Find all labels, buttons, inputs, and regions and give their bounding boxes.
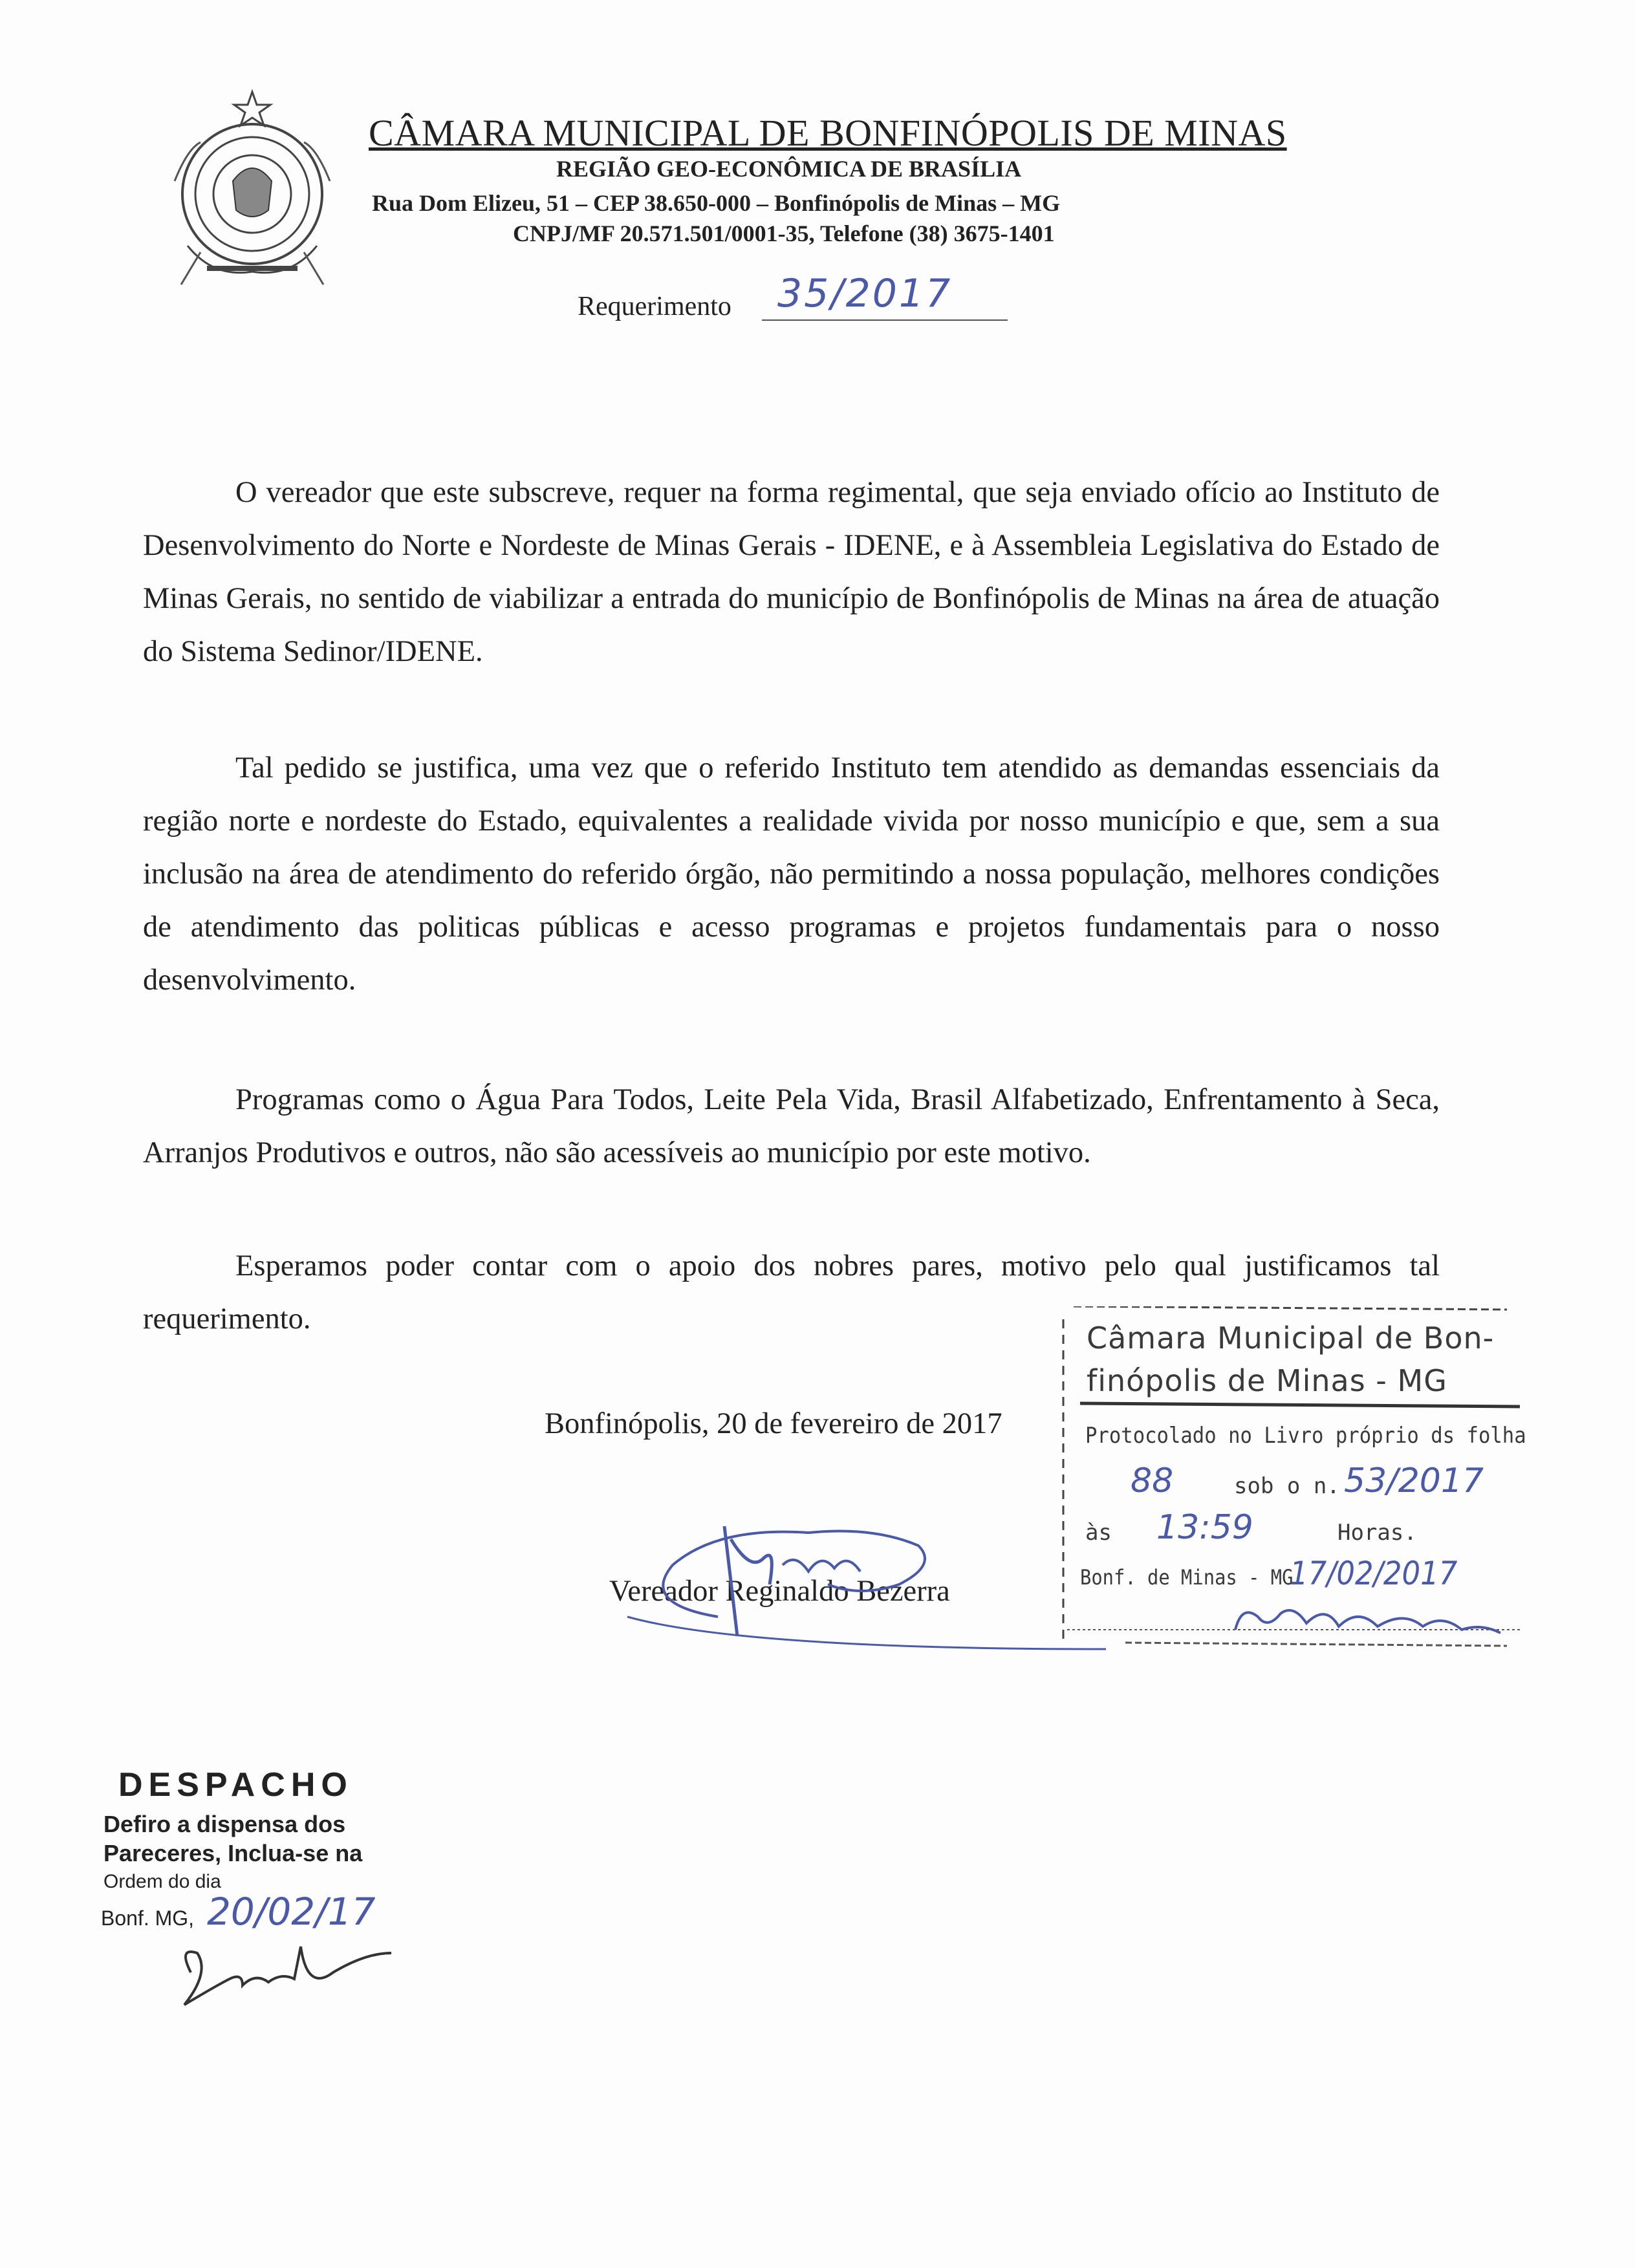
- stamp-council-line1: Câmara Municipal de Bon-: [1087, 1321, 1495, 1355]
- requerimento-number-handwritten: 35/2017: [777, 271, 953, 316]
- stamp-time-handwritten: 13:59: [1156, 1508, 1253, 1547]
- despacho-line1: Defiro a dispensa dos: [103, 1811, 346, 1837]
- stamp-date-line: [1080, 1555, 1458, 1592]
- closing-date: Bonfinópolis, 20 de fevereiro de 2017: [545, 1407, 1002, 1440]
- region-subtitle: REGIÃO GEO-ECONÔMICA DE BRASÍLIA: [556, 156, 1022, 182]
- municipal-seal-icon: [162, 84, 362, 291]
- despacho-signature-scribble-icon: [171, 1934, 398, 2018]
- stamp-council-line2: finópolis de Minas - MG: [1087, 1363, 1447, 1398]
- stamp-time-line: [1085, 1508, 1417, 1547]
- council-address: Rua Dom Elizeu, 51 – CEP 38.650-000 – Bonfinópolis de Minas – MG: [372, 190, 1061, 216]
- signature-scribble-icon: [614, 1487, 1106, 1662]
- council-name-title: CÂMARA MUNICIPAL DE BONFINÓPOLIS DE MINAS: [369, 112, 1287, 154]
- despacho-title: DESPACHO: [118, 1766, 353, 1804]
- body-paragraph-1: [143, 466, 1440, 678]
- despacho-date-label: Bonf. MG,: [101, 1906, 195, 1930]
- requerimento-underline: [762, 319, 1008, 321]
- requerimento-label: Requerimento: [578, 292, 731, 321]
- body-paragraph-3-text: Programas como o Água Para Todos, Leite Pela Vida, Brasil Alfabetizado, Enfrentamento à Seca, Arranjos Produtivos e outros, não são acessíveis ao município por este motivo.: [143, 1083, 1440, 1169]
- despacho-date-handwritten: 20/02/17: [207, 1890, 376, 1934]
- protocol-stamp: [1054, 1306, 1526, 1694]
- body-paragraph-1-text: O vereador que este subscreve, requer na forma regimental, que seja enviado ofício ao Instituto de Desenvolvimento do Norte e Nordeste de Minas Gerais - IDENE, e à Assembleia Legislativa do Estado de Minas Gerais, no sentido de viabilizar a entrada do município de Bonfinópolis de Minas na área de atuação do Sistema Sedinor/IDENE.: [143, 476, 1440, 668]
- stamp-date-label: Bonf. de Minas - MG: [1080, 1565, 1294, 1590]
- stamp-time-suffix: Horas.: [1337, 1520, 1417, 1546]
- stamp-sheet-handwritten: 88: [1131, 1462, 1174, 1500]
- stamp-initials-scribble-icon: [1229, 1597, 1513, 1649]
- body-paragraph-4-text: Esperamos poder contar com o apoio dos nobres pares, motivo pelo qual justificamos tal requerimento.: [143, 1249, 1440, 1335]
- requerimento-number: [770, 271, 1009, 320]
- signer-name: Vereador Reginaldo Bezerra: [609, 1575, 950, 1608]
- body-paragraph-3: [143, 1074, 1440, 1180]
- stamp-under-label: sob o n.: [1234, 1473, 1340, 1499]
- stamp-time-prefix: às: [1085, 1520, 1112, 1546]
- council-cnpj-phone: CNPJ/MF 20.571.501/0001-35, Telefone (38) 3675-1401: [513, 221, 1055, 246]
- stamp-protocol-line: Protocolado no Livro próprio ds folha: [1085, 1423, 1526, 1449]
- despacho-line2: Pareceres, Inclua-se na: [103, 1840, 363, 1866]
- stamp-number-handwritten: 53/2017: [1344, 1462, 1484, 1500]
- body-paragraph-2-text: Tal pedido se justifica, uma vez que o referido Instituto tem atendido as demandas essenciais da região norte e nordeste do Estado, equivalentes a realidade vivida por nosso município e que, sem a sua inclusão na área de atendimento do referido órgão, não permitindo a nossa população, melhores condições de atendimento das politicas públicas e acesso programas e projetos fundamentais para o nosso desenvolvimento.: [143, 751, 1440, 997]
- stamp-date-handwritten: 17/02/2017: [1290, 1555, 1458, 1592]
- body-paragraph-2: [143, 742, 1440, 1007]
- despacho-line3: Ordem do dia: [103, 1871, 221, 1892]
